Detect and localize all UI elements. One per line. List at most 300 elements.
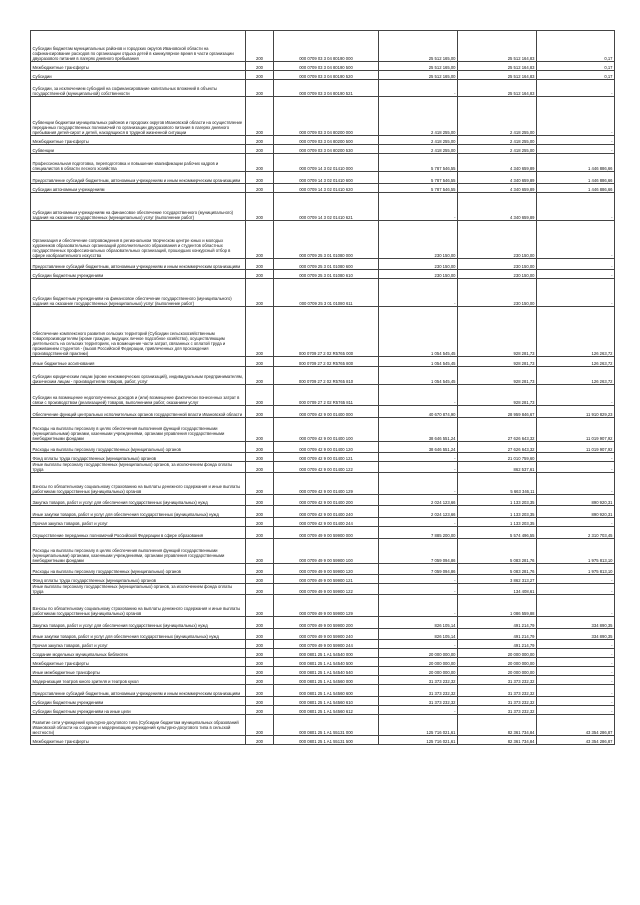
table-row bbox=[31, 667, 615, 676]
cell-remainder: 2 310 703,45 bbox=[537, 527, 615, 539]
cell-code: 200 bbox=[246, 495, 274, 506]
cell-approved: 40 670 874,90 bbox=[379, 406, 458, 418]
cell-kbk: 000 0709 42 9 00 01400 000 bbox=[274, 406, 379, 418]
cell-code: 200 bbox=[246, 367, 274, 385]
cell-name: Создание модельных муниципальных библиотек bbox=[31, 649, 246, 658]
cell-name: Субсидии, за исключением субсидий на софинансирование капитальных вложений в объекты государственной (муниципальной) собственности bbox=[31, 80, 246, 97]
cell-name: Субсидии бюджетным учреждениям bbox=[31, 697, 246, 706]
cell-name: Иные бюджетные ассигнования bbox=[31, 357, 246, 367]
table-row bbox=[31, 184, 615, 193]
cell-code: 200 bbox=[246, 145, 274, 154]
cell-remainder: - bbox=[537, 279, 615, 307]
cell-executed: 2 418 255,00 bbox=[458, 97, 537, 136]
table-row bbox=[31, 80, 615, 97]
cell-approved: 38 646 551,24 bbox=[379, 442, 458, 453]
table-row bbox=[31, 307, 615, 357]
cell-name: Развитие сети учреждений культурно-досугового типа (Субсидии бюджетам муниципальных образований Ивановской области на создание и модернизацию учреждений культурно-досугового типа в сельской местности) bbox=[31, 715, 246, 736]
cell-executed: 25 512 164,83 bbox=[458, 31, 537, 62]
cell-code: 200 bbox=[246, 676, 274, 685]
cell-code: 200 bbox=[246, 97, 274, 136]
cell-remainder: 43 354 286,87 bbox=[537, 715, 615, 736]
cell-name: Модернизация театров юного зрителя и театров кукол bbox=[31, 676, 246, 685]
cell-kbk: 000 0801 25 1 A1 55131 000 bbox=[274, 715, 379, 736]
cell-name: Фонд оплаты труда государственных (муниципальных) органов bbox=[31, 453, 246, 462]
cell-remainder: - bbox=[537, 462, 615, 473]
cell-approved: - bbox=[379, 518, 458, 527]
cell-approved: - bbox=[379, 706, 458, 715]
cell-code: 200 bbox=[246, 307, 274, 357]
cell-remainder: - bbox=[537, 193, 615, 221]
cell-code: 200 bbox=[246, 564, 274, 575]
cell-executed: 4 340 659,89 bbox=[458, 193, 537, 221]
cell-code: 200 bbox=[246, 357, 274, 367]
cell-approved: 20 000 000,00 bbox=[379, 667, 458, 676]
cell-remainder: 1 446 886,66 bbox=[537, 154, 615, 172]
table-row bbox=[31, 145, 615, 154]
cell-remainder: 126 263,72 bbox=[537, 357, 615, 367]
table-row bbox=[31, 539, 615, 564]
cell-code: 200 bbox=[246, 584, 274, 595]
cell-kbk: 000 0709 14 3 02 01410 620 bbox=[274, 184, 379, 193]
cell-kbk: 000 0709 42 9 00 01400 120 bbox=[274, 442, 379, 453]
cell-code: 200 bbox=[246, 617, 274, 629]
cell-kbk: 000 0709 25 3 01 01080 600 bbox=[274, 259, 379, 270]
cell-executed: 230 150,00 bbox=[458, 270, 537, 279]
cell-remainder: 11 910 829,23 bbox=[537, 406, 615, 418]
cell-approved: 7 885 200,00 bbox=[379, 527, 458, 539]
cell-code: 200 bbox=[246, 462, 274, 473]
cell-kbk: 000 0709 03 3 04 80190 000 bbox=[274, 31, 379, 62]
cell-remainder: - bbox=[537, 649, 615, 658]
cell-approved: 20 000 000,00 bbox=[379, 649, 458, 658]
cell-kbk: 000 0709 27 2 02 R5765 811 bbox=[274, 385, 379, 406]
cell-approved: 7 059 094,86 bbox=[379, 539, 458, 564]
cell-name: Расходы на выплаты персоналу в целях обеспечения выполнения функций государственными (муниципальными) органами, казенными учреждениями, органами управления государственными внебюджетными фондами bbox=[31, 539, 246, 564]
cell-code: 200 bbox=[246, 62, 274, 71]
cell-code: 200 bbox=[246, 736, 274, 745]
cell-approved: 31 373 232,32 bbox=[379, 676, 458, 685]
cell-name: Межбюджетные трансферты bbox=[31, 136, 246, 145]
cell-executed: 1 086 559,88 bbox=[458, 595, 537, 617]
cell-kbk: 000 0801 25 1 A1 54540 500 bbox=[274, 658, 379, 667]
table-row bbox=[31, 595, 615, 617]
cell-executed: 491 214,79 bbox=[458, 629, 537, 640]
cell-approved: 25 512 165,00 bbox=[379, 31, 458, 62]
cell-name: Предоставление субсидий бюджетным, автономным учреждениям и иным некоммерческим организациям bbox=[31, 259, 246, 270]
cell-code: 200 bbox=[246, 31, 274, 62]
table-row bbox=[31, 462, 615, 473]
cell-remainder: - bbox=[537, 676, 615, 685]
cell-name: Осуществление переданных полномочий Российской Федерации в сфере образования bbox=[31, 527, 246, 539]
cell-code: 200 bbox=[246, 221, 274, 259]
cell-code: 200 bbox=[246, 527, 274, 539]
cell-code: 200 bbox=[246, 640, 274, 649]
cell-remainder: 1 975 813,10 bbox=[537, 564, 615, 575]
cell-name: Предоставление субсидий бюджетным, автономным учреждениям и иным некоммерческим организациям bbox=[31, 172, 246, 184]
cell-executed: 31 373 232,32 bbox=[458, 676, 537, 685]
cell-approved: 25 512 165,00 bbox=[379, 71, 458, 80]
table-row bbox=[31, 697, 615, 706]
cell-name: Взносы по обязательному социальному страхованию на выплаты денежного содержания и иные выплаты работникам государственных (муниципальных) органов bbox=[31, 473, 246, 495]
cell-remainder: - bbox=[537, 473, 615, 495]
cell-executed: 862 537,61 bbox=[458, 462, 537, 473]
cell-code: 200 bbox=[246, 172, 274, 184]
cell-executed: 4 340 659,89 bbox=[458, 154, 537, 172]
cell-executed: 27 626 643,32 bbox=[458, 418, 537, 442]
cell-executed: 5 663 346,11 bbox=[458, 473, 537, 495]
cell-approved: - bbox=[379, 584, 458, 595]
table-row bbox=[31, 736, 615, 745]
cell-code: 200 bbox=[246, 649, 274, 658]
cell-code: 200 bbox=[246, 270, 274, 279]
cell-remainder: - bbox=[537, 518, 615, 527]
cell-kbk: 000 0709 49 9 00 59900 121 bbox=[274, 575, 379, 584]
table-row bbox=[31, 715, 615, 736]
cell-code: 200 bbox=[246, 715, 274, 736]
table-row bbox=[31, 154, 615, 172]
cell-kbk: 000 0709 03 3 04 80200 000 bbox=[274, 97, 379, 136]
cell-name: Субсидии автономным учреждениям на финансовое обеспечение государственного (муниципального) задания на оказание государственных (муниципальных) услуг (выполнение работ) bbox=[31, 193, 246, 221]
cell-kbk: 000 0801 25 1 A1 54560 000 bbox=[274, 676, 379, 685]
cell-kbk: 000 0709 49 9 00 59900 244 bbox=[274, 640, 379, 649]
cell-code: 200 bbox=[246, 279, 274, 307]
cell-remainder: 334 890,35 bbox=[537, 617, 615, 629]
cell-remainder: - bbox=[537, 270, 615, 279]
cell-kbk: 000 0709 42 9 00 01400 122 bbox=[274, 462, 379, 473]
cell-kbk: 000 0709 42 9 00 01400 200 bbox=[274, 495, 379, 506]
cell-approved: 125 716 021,61 bbox=[379, 736, 458, 745]
table-row bbox=[31, 629, 615, 640]
table-row bbox=[31, 617, 615, 629]
cell-kbk: 000 0709 49 9 00 59900 129 bbox=[274, 595, 379, 617]
cell-code: 200 bbox=[246, 685, 274, 697]
table-row bbox=[31, 71, 615, 80]
cell-approved: 2 024 123,66 bbox=[379, 506, 458, 518]
cell-name: Субсидии бюджетным учреждениям на финансовое обеспечение государственного (муниципального) задания на оказание государственных (муниципальных) услуг (выполнение работ) bbox=[31, 279, 246, 307]
report-sheet bbox=[30, 30, 614, 745]
cell-remainder: - bbox=[537, 221, 615, 259]
cell-remainder: - bbox=[537, 97, 615, 136]
cell-kbk: 000 0709 14 3 02 01410 000 bbox=[274, 154, 379, 172]
cell-executed: 20 000 000,00 bbox=[458, 667, 537, 676]
cell-kbk: 000 0801 25 1 A1 54560 612 bbox=[274, 706, 379, 715]
cell-remainder: 43 354 286,87 bbox=[537, 736, 615, 745]
cell-kbk: 000 0709 03 3 04 80200 500 bbox=[274, 136, 379, 145]
cell-name: Субсидии юридическим лицам (кроме некоммерческих организаций), индивидуальным предпринимателям, физическим лицам - производителям товаров, работ, услуг bbox=[31, 367, 246, 385]
table-row bbox=[31, 442, 615, 453]
cell-remainder: 890 920,31 bbox=[537, 506, 615, 518]
cell-kbk: 000 0709 49 9 00 59900 100 bbox=[274, 539, 379, 564]
cell-executed: 2 418 255,00 bbox=[458, 136, 537, 145]
cell-code: 200 bbox=[246, 184, 274, 193]
cell-approved: 826 105,14 bbox=[379, 617, 458, 629]
cell-executed: 20 000 000,00 bbox=[458, 658, 537, 667]
table-row bbox=[31, 367, 615, 385]
cell-approved: 31 373 232,32 bbox=[379, 685, 458, 697]
table-row bbox=[31, 136, 615, 145]
cell-kbk: 000 0709 49 9 00 59900 240 bbox=[274, 629, 379, 640]
cell-kbk: 000 0709 49 9 00 59900 000 bbox=[274, 527, 379, 539]
cell-name: Предоставление субсидий бюджетным, автономным учреждениям и иным некоммерческим организациям bbox=[31, 685, 246, 697]
cell-code: 200 bbox=[246, 697, 274, 706]
cell-kbk: 000 0801 25 1 A1 54560 610 bbox=[274, 697, 379, 706]
table-row bbox=[31, 97, 615, 136]
cell-approved: 230 150,00 bbox=[379, 259, 458, 270]
cell-approved: 1 054 545,45 bbox=[379, 367, 458, 385]
cell-name: Межбюджетные трансферты bbox=[31, 658, 246, 667]
cell-kbk: 000 0801 25 1 A1 54560 600 bbox=[274, 685, 379, 697]
cell-executed: 1 133 203,35 bbox=[458, 495, 537, 506]
cell-executed: 21 010 759,60 bbox=[458, 453, 537, 462]
table-row bbox=[31, 685, 615, 697]
table-row bbox=[31, 31, 615, 62]
cell-executed: 491 214,79 bbox=[458, 617, 537, 629]
cell-executed: 928 281,73 bbox=[458, 357, 537, 367]
cell-executed: 27 626 643,32 bbox=[458, 442, 537, 453]
cell-remainder: - bbox=[537, 575, 615, 584]
cell-code: 200 bbox=[246, 80, 274, 97]
table-row bbox=[31, 518, 615, 527]
cell-kbk: 000 0709 42 9 00 01400 129 bbox=[274, 473, 379, 495]
table-row bbox=[31, 357, 615, 367]
cell-kbk: 000 0709 14 3 02 01410 621 bbox=[274, 193, 379, 221]
cell-remainder: - bbox=[537, 453, 615, 462]
cell-approved: 125 716 021,61 bbox=[379, 715, 458, 736]
cell-remainder: 126 263,72 bbox=[537, 307, 615, 357]
cell-approved: 5 787 546,55 bbox=[379, 184, 458, 193]
cell-name: Расходы на выплаты персоналу государственных (муниципальных) органов bbox=[31, 564, 246, 575]
cell-remainder: - bbox=[537, 595, 615, 617]
cell-kbk: 000 0709 25 3 01 01080 610 bbox=[274, 270, 379, 279]
cell-approved: 2 418 255,00 bbox=[379, 97, 458, 136]
cell-name: Расходы на выплаты персоналу государственных (муниципальных) органов bbox=[31, 442, 246, 453]
table-row bbox=[31, 564, 615, 575]
cell-executed: 4 340 659,89 bbox=[458, 184, 537, 193]
table-row bbox=[31, 527, 615, 539]
cell-name: Субвенции бюджетам муниципальных районов и городских округов Ивановской области на осуществление переданных государственных полномочий по организации двухразового питания в лагерях дневного пребывания детей-сирот и детей, находящихся в трудной жизненной ситуации bbox=[31, 97, 246, 136]
cell-executed: 82 361 734,84 bbox=[458, 715, 537, 736]
cell-name: Организация и обеспечение сопровождения в региональном творческом центре юных и молодых художников образовательных организаций дополнительного образования и студентов областных государственных профессиональных образовательных организаций, прошедших конкурсный отбор в сфере изобразительного искусства bbox=[31, 221, 246, 259]
table-row bbox=[31, 506, 615, 518]
cell-kbk: 000 0709 03 3 04 80190 500 bbox=[274, 62, 379, 71]
cell-kbk: 000 0709 49 9 00 59900 200 bbox=[274, 617, 379, 629]
cell-approved: 7 059 094,86 bbox=[379, 564, 458, 575]
cell-name: Субсидии бюджетным учреждениям bbox=[31, 270, 246, 279]
cell-kbk: 000 0709 14 3 02 01410 600 bbox=[274, 172, 379, 184]
cell-code: 200 bbox=[246, 136, 274, 145]
cell-executed: 928 281,73 bbox=[458, 307, 537, 357]
table-row bbox=[31, 584, 615, 595]
cell-name: Субсидии бюджетным учреждениям на иные цели bbox=[31, 706, 246, 715]
table-row bbox=[31, 270, 615, 279]
cell-executed: 25 512 164,83 bbox=[458, 62, 537, 71]
cell-remainder: - bbox=[537, 136, 615, 145]
table-row bbox=[31, 172, 615, 184]
cell-name: Закупка товаров, работ и услуг для обеспечения государственных (муниципальных) нужд bbox=[31, 495, 246, 506]
cell-remainder: 126 263,72 bbox=[537, 367, 615, 385]
cell-approved: - bbox=[379, 575, 458, 584]
cell-executed: 28 959 846,67 bbox=[458, 406, 537, 418]
cell-remainder: - bbox=[537, 667, 615, 676]
cell-remainder: - bbox=[537, 385, 615, 406]
cell-remainder: 0,17 bbox=[537, 31, 615, 62]
cell-remainder: 0,17 bbox=[537, 71, 615, 80]
cell-executed: 928 281,73 bbox=[458, 367, 537, 385]
table-row bbox=[31, 640, 615, 649]
cell-executed: 5 574 496,55 bbox=[458, 527, 537, 539]
cell-approved: 1 054 545,45 bbox=[379, 307, 458, 357]
cell-kbk: 000 0709 27 2 02 R5765 800 bbox=[274, 357, 379, 367]
cell-kbk: 000 0801 25 1 A1 54540 540 bbox=[274, 667, 379, 676]
cell-remainder: - bbox=[537, 640, 615, 649]
cell-approved: 5 787 546,55 bbox=[379, 172, 458, 184]
cell-name: Субсидии автономным учреждениям bbox=[31, 184, 246, 193]
cell-name: Иные закупки товаров, работ и услуг для обеспечения государственных (муниципальных) нужд bbox=[31, 506, 246, 518]
table-body bbox=[31, 31, 615, 745]
cell-approved: - bbox=[379, 193, 458, 221]
cell-remainder: - bbox=[537, 697, 615, 706]
table-row bbox=[31, 279, 615, 307]
table-row bbox=[31, 658, 615, 667]
cell-name: Иные выплаты персоналу государственных (муниципальных) органов, за исключением фонда оплаты труда bbox=[31, 462, 246, 473]
cell-kbk: 000 0709 27 2 02 R5765 810 bbox=[274, 367, 379, 385]
cell-name: Прочая закупка товаров, работ и услуг bbox=[31, 640, 246, 649]
cell-executed: 31 373 232,32 bbox=[458, 706, 537, 715]
cell-kbk: 000 0709 03 3 04 80190 521 bbox=[274, 80, 379, 97]
cell-remainder: - bbox=[537, 145, 615, 154]
cell-executed: 230 150,00 bbox=[458, 259, 537, 270]
cell-remainder: 1 975 813,10 bbox=[537, 539, 615, 564]
cell-name: Иные выплаты персоналу государственных (муниципальных) органов, за исключением фонда оплаты труда bbox=[31, 584, 246, 595]
cell-executed: 2 418 255,00 bbox=[458, 145, 537, 154]
cell-remainder: 1 446 886,66 bbox=[537, 172, 615, 184]
cell-remainder: - bbox=[537, 584, 615, 595]
cell-code: 200 bbox=[246, 453, 274, 462]
cell-remainder: 334 890,35 bbox=[537, 629, 615, 640]
table-row bbox=[31, 406, 615, 418]
budget-execution-table bbox=[30, 30, 615, 745]
cell-name: Субвенции bbox=[31, 145, 246, 154]
cell-approved: - bbox=[379, 80, 458, 97]
cell-executed: 1 133 203,35 bbox=[458, 518, 537, 527]
table-row bbox=[31, 473, 615, 495]
table-row bbox=[31, 575, 615, 584]
cell-remainder: - bbox=[537, 80, 615, 97]
cell-remainder: - bbox=[537, 706, 615, 715]
table-row bbox=[31, 385, 615, 406]
cell-executed: 3 862 313,27 bbox=[458, 575, 537, 584]
table-row bbox=[31, 221, 615, 259]
cell-remainder: 890 920,31 bbox=[537, 495, 615, 506]
cell-executed: 230 150,00 bbox=[458, 221, 537, 259]
cell-remainder: 0,17 bbox=[537, 62, 615, 71]
cell-name: Взносы по обязательному социальному страхованию на выплаты денежного содержания и иные выплаты работникам государственных (муниципальных) органов bbox=[31, 595, 246, 617]
cell-approved: 230 150,00 bbox=[379, 221, 458, 259]
cell-name: Фонд оплаты труда государственных (муниципальных) органов bbox=[31, 575, 246, 584]
cell-remainder: - bbox=[537, 259, 615, 270]
cell-code: 200 bbox=[246, 442, 274, 453]
cell-kbk: 000 0709 42 9 00 01400 100 bbox=[274, 418, 379, 442]
cell-kbk: 000 0709 25 3 01 01080 611 bbox=[274, 279, 379, 307]
cell-approved: 20 000 000,00 bbox=[379, 658, 458, 667]
cell-code: 200 bbox=[246, 259, 274, 270]
cell-executed: 134 408,61 bbox=[458, 584, 537, 595]
table-row bbox=[31, 495, 615, 506]
cell-code: 200 bbox=[246, 506, 274, 518]
cell-kbk: 000 0709 49 9 00 59900 120 bbox=[274, 564, 379, 575]
cell-approved: 25 512 165,00 bbox=[379, 62, 458, 71]
cell-approved: - bbox=[379, 385, 458, 406]
cell-code: 200 bbox=[246, 154, 274, 172]
cell-kbk: 000 0801 25 1 A1 54540 000 bbox=[274, 649, 379, 658]
cell-executed: 31 373 232,32 bbox=[458, 685, 537, 697]
cell-name: Обеспечение функций центральных исполнительных органов государственной власти Ивановской области bbox=[31, 406, 246, 418]
table-row bbox=[31, 193, 615, 221]
table-row bbox=[31, 676, 615, 685]
cell-code: 200 bbox=[246, 595, 274, 617]
cell-approved: 38 646 551,24 bbox=[379, 418, 458, 442]
cell-name: Межбюджетные трансферты bbox=[31, 62, 246, 71]
cell-remainder: - bbox=[537, 658, 615, 667]
cell-approved: - bbox=[379, 453, 458, 462]
cell-kbk: 000 0709 42 9 00 01400 121 bbox=[274, 453, 379, 462]
cell-executed: 5 083 281,76 bbox=[458, 539, 537, 564]
cell-code: 200 bbox=[246, 406, 274, 418]
cell-name: Профессиональная подготовка, переподготовка и повышение квалификации рабочих кадров и специалистов в области лесного хозяйства bbox=[31, 154, 246, 172]
cell-name: Субсидии bbox=[31, 71, 246, 80]
cell-code: 200 bbox=[246, 575, 274, 584]
cell-executed: 928 281,73 bbox=[458, 385, 537, 406]
table-row bbox=[31, 62, 615, 71]
cell-remainder: 11 019 907,92 bbox=[537, 442, 615, 453]
cell-name: Иные закупки товаров, работ и услуг для обеспечения государственных (муниципальных) нужд bbox=[31, 629, 246, 640]
cell-code: 200 bbox=[246, 518, 274, 527]
cell-code: 200 bbox=[246, 706, 274, 715]
cell-approved: 1 054 545,45 bbox=[379, 357, 458, 367]
cell-name: Расходы на выплаты персоналу в целях обеспечения выполнения функций государственными (муниципальными) органами, казенными учреждениями, органами управления государственными внебюджетными фондами bbox=[31, 418, 246, 442]
cell-approved: 826 105,14 bbox=[379, 629, 458, 640]
cell-code: 200 bbox=[246, 418, 274, 442]
cell-executed: 1 133 203,35 bbox=[458, 506, 537, 518]
cell-executed: 82 361 734,84 bbox=[458, 736, 537, 745]
cell-executed: 31 373 232,32 bbox=[458, 697, 537, 706]
table-row bbox=[31, 649, 615, 658]
cell-approved: - bbox=[379, 462, 458, 473]
cell-executed: 491 214,79 bbox=[458, 640, 537, 649]
cell-code: 200 bbox=[246, 629, 274, 640]
table-row bbox=[31, 706, 615, 715]
cell-kbk: 000 0709 25 3 01 01080 000 bbox=[274, 221, 379, 259]
cell-code: 200 bbox=[246, 473, 274, 495]
cell-executed: 20 000 000,00 bbox=[458, 649, 537, 658]
cell-kbk: 000 0709 42 9 00 01400 240 bbox=[274, 506, 379, 518]
cell-remainder: 1 446 886,66 bbox=[537, 184, 615, 193]
cell-code: 200 bbox=[246, 658, 274, 667]
cell-approved: - bbox=[379, 640, 458, 649]
cell-name: Субсидии бюджетам муниципальных районов и городских округов Ивановской области на софинансирование расходов по организации отдыха детей в каникулярное время в части организации двухразового питания в лагерях дневного пребывания bbox=[31, 31, 246, 62]
cell-code: 200 bbox=[246, 667, 274, 676]
cell-remainder: - bbox=[537, 685, 615, 697]
cell-approved: 5 787 546,55 bbox=[379, 154, 458, 172]
cell-approved: - bbox=[379, 473, 458, 495]
cell-executed: 5 083 281,76 bbox=[458, 564, 537, 575]
cell-approved: - bbox=[379, 279, 458, 307]
cell-executed: 230 150,00 bbox=[458, 279, 537, 307]
table-row bbox=[31, 453, 615, 462]
cell-name: Субсидии на возмещение недополученных доходов и (или) возмещение фактически понесенных затрат в связи с производством (реализацией) товаров, выполнением работ, оказанием услуг bbox=[31, 385, 246, 406]
cell-approved: 230 150,00 bbox=[379, 270, 458, 279]
cell-name: Закупка товаров, работ и услуг для обеспечения государственных (муниципальных) нужд bbox=[31, 617, 246, 629]
